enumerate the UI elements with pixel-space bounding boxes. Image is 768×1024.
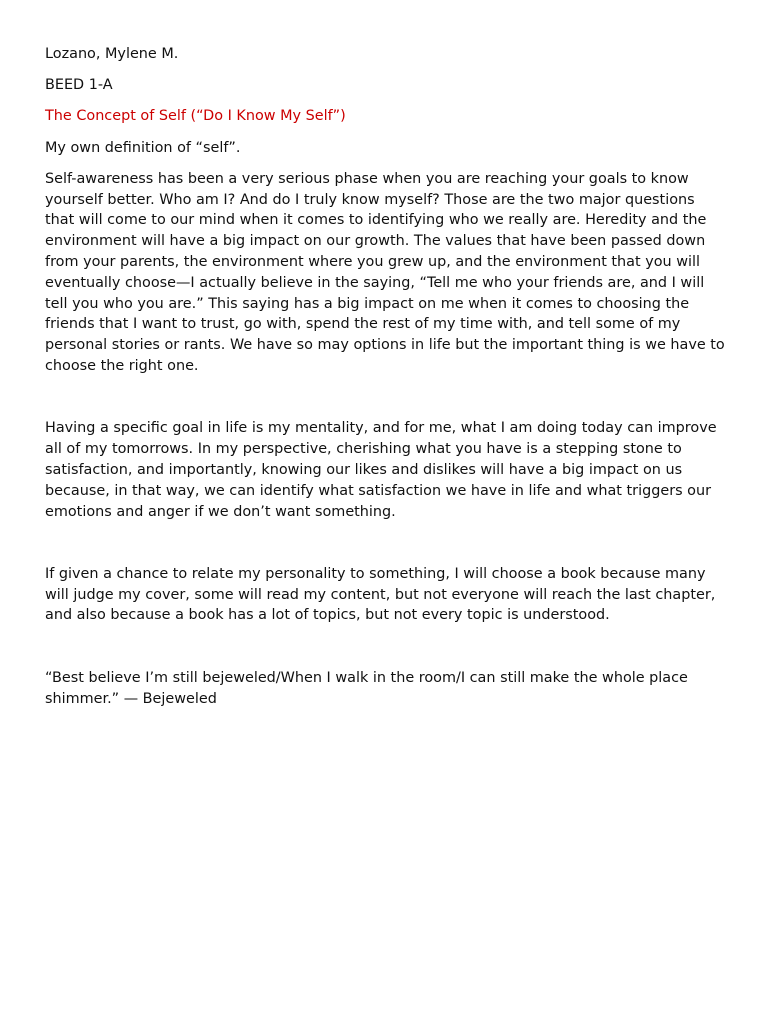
essay-prompt: My own definition of “self”. xyxy=(45,139,241,156)
paragraph-goals: Having a specific goal in life is my mentality, and for me, what I am doing today can improve all of my tomorrows. In my perspective, cherishing what you have is a stepping stone to satisfaction, and importantly, knowing our likes and dislikes will have a big impact on us because, in that way, we can identify what satisfaction we have in life and what triggers our emotions and anger if we don’t want something. xyxy=(45,420,717,520)
class-section: BEED 1-A xyxy=(45,77,113,94)
paragraph-spacer xyxy=(45,626,723,668)
closing-quote: “Best believe I’m still bejeweled/When I walk in the room/I can still make the whole place shimmer.” — Bejeweled xyxy=(45,669,688,707)
document-title: The Concept of Self (“Do I Know My Self”) xyxy=(45,108,346,125)
paragraph-spacer xyxy=(45,522,723,564)
author-name: Lozano, Mylene M. xyxy=(45,46,179,62)
paragraph-book-metaphor: If given a chance to relate my personality to something, I will choose a book because many will judge my cover, some will read my content, but not everyone will reach the last chapter, and also because a book has a lot of topics, but not every topic is understood. xyxy=(45,565,716,624)
paragraph-spacer xyxy=(45,377,723,419)
paragraph-self-awareness: Self-awareness has been a very serious phase when you are reaching your goals to know yourself better. Who am I? And do I truly know myself? Those are the two major questions that will come to our mind when it comes to identifying who we really are. Heredity and the environment will have a big impact on our growth. The values that have been passed down from your parents, the environment where you grew up, and the environment that you will eventually choose—I actually believe in the saying, “Tell me who your friends are, and I will tell you who you are.” This saying has a big impact on me when it comes to choosing the friends that I want to trust, go with, spend the rest of my time with, and tell some of my personal stories or rants. We have so may options in life but the important thing is we have to choose the right one. xyxy=(45,170,725,374)
